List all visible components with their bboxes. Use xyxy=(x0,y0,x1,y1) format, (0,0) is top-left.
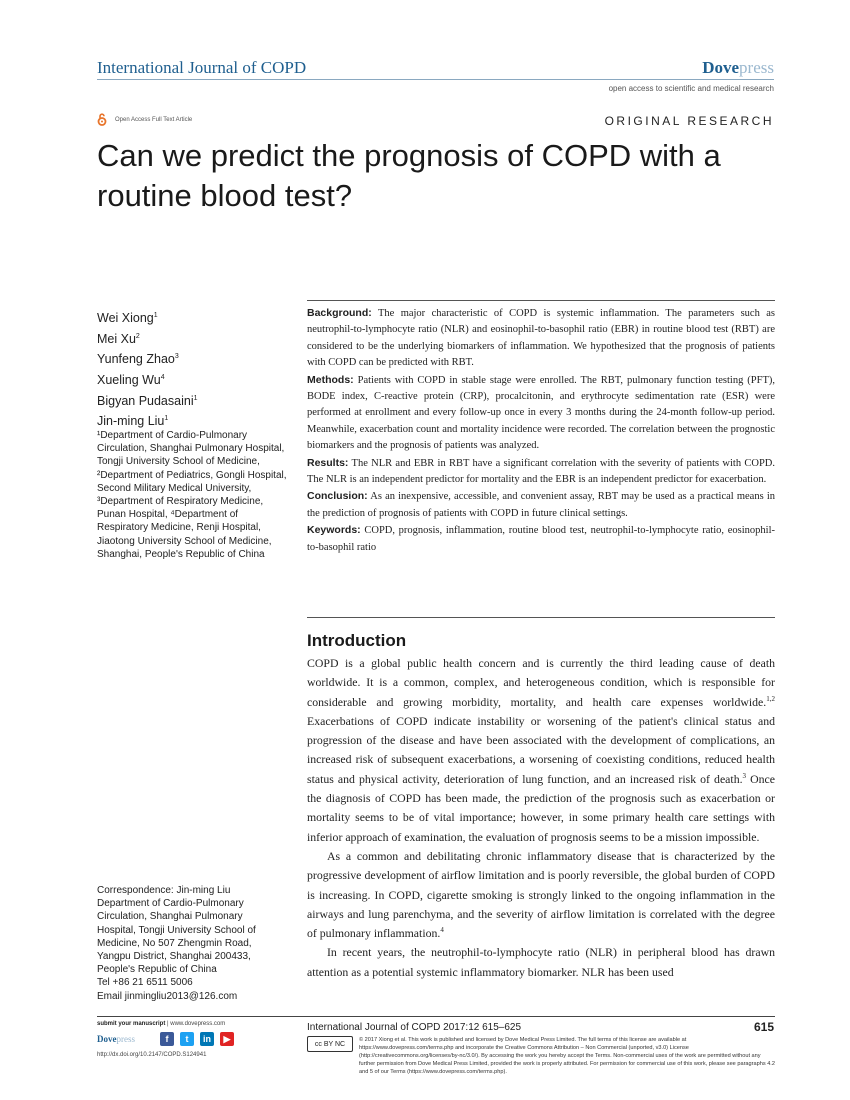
doi-link[interactable]: http://dx.doi.org/10.2147/COPD.S124941 xyxy=(97,1052,207,1058)
body-paragraph: COPD is a global public health concern and is currently the third leading cause of death worldwide. It is a common, complex, and heterogeneous condition, which is responsible for considerable and growing morbidity, mortality, and health care expenses worldwide.$^{1,2}$ Exacerbations of COPD indicate instability or worsening of the patient's clinical status and progression of the disease and have been associated with the development of complications, an increased risk of subsequent exacerbations, a worsening of coexisting conditions, reduced health status and physical activity, deterioration of lung function, and an increased risk of death.$^3$ Once the diagnosis of COPD has been made, the prediction of the prognosis such as exacerbation or mortality seems to be of vital importance; however, in some primary health care settings with inferior approach of examination, the evaluation of prognosis seems to be a mission impossible. xyxy=(307,656,775,844)
author-item: Wei Xiong$^1$ xyxy=(97,311,158,326)
body-paragraph: In recent years, the neutrophil-to-lymphocyte ratio (NLR) in peripheral blood has drawn attention as a potential systemic inflammatory biomarker. NLR has been used xyxy=(307,945,775,979)
affiliations: ¹Department of Cardio-Pulmonary Circulation, Shanghai Pulmonary Hospital, Tongji University School of Medicine, ²Department of Pediatrics, Gongli Hospital, Second Military Medical University, ³Department of Respiratory Medicine, Punan Hospital, ⁴Department of Respiratory Medicine, Renji Hospital, Jiaotong University School of Medicine, Shanghai, People's Republic of China xyxy=(97,430,287,560)
footer-publisher-logo[interactable]: Dovepress xyxy=(97,1034,135,1044)
license-block xyxy=(307,1036,775,1076)
author-item: Jin-ming Liu$^1$ xyxy=(97,414,169,429)
publisher-logo-bold: Dove xyxy=(702,58,740,77)
publisher-logo[interactable] xyxy=(702,58,774,78)
abstract xyxy=(307,305,775,556)
correspondence-line: Hospital, Tongji University School of xyxy=(97,924,256,936)
citation-ref[interactable]: 1,2 xyxy=(766,694,775,703)
page-number: 615 xyxy=(753,1020,774,1034)
creative-commons-badge[interactable]: cc BY NC xyxy=(307,1036,353,1052)
abstract-results: Results: The NLR and EBR in RBT have a significant correlation with the severity of patients with COPD. The NLR is an independent predictor for mortality and the EBR is an independent predictor for exacerbation. xyxy=(307,456,775,486)
citation-ref[interactable]: 3 xyxy=(742,771,747,780)
article-type: ORIGINAL RESEARCH xyxy=(604,114,774,128)
open-access-lock-icon xyxy=(97,113,107,126)
abstract-background: Background: The major characteristic of COPD is systemic inflammation. The parameters such as neutrophil-to-lymphocyte ratio (NLR) and eosinophil-to-basophil ratio (EBR) in routine blood test (RBT) are considered to be the underlying biomarkers of inflammation. We hypothesized that the prognosis of patients with COPD can be predicted with RBT. xyxy=(307,307,775,369)
correspondence-line: Yangpu District, Shanghai 200433, xyxy=(97,951,251,963)
correspondence-line: Tel +86 21 6511 5006 xyxy=(97,977,193,989)
correspondence-email[interactable]: Email jinmingliu2013@126.com xyxy=(97,990,238,1002)
author-item: Bigyan Pudasaini$^1$ xyxy=(97,393,198,408)
journal-citation: International Journal of COPD 2017:12 615–625 xyxy=(307,1022,522,1033)
correspondence-line: Circulation, Shanghai Pulmonary xyxy=(97,911,243,923)
abstract-bottom-rule xyxy=(307,617,775,618)
author-item: Yunfeng Zhao$^3$ xyxy=(97,352,179,367)
publisher-logo-light: press xyxy=(739,58,774,77)
correspondence-line: Correspondence: Jin-ming Liu xyxy=(97,885,231,896)
footer-rule xyxy=(97,1016,775,1017)
journal-name: International Journal of COPD xyxy=(97,58,307,77)
linkedin-icon[interactable]: in xyxy=(200,1032,214,1046)
open-access-label xyxy=(97,113,192,126)
author-item: Mei Xu$^2$ xyxy=(97,331,140,346)
license-text: © 2017 Xiong et al. This work is published and licensed by Dove Medical Press Limited. The full terms of this license are available at https://www.dovepress.com/terms.php and incorporate the Creative Commons Attribution – Non Commercial (unported, v3.0) License (http://creativecommons.org/licenses/by-nc/3.0/). By accessing the work you hereby accept the Terms. Non-commercial uses of the work are permitted without any further permission from Dove Medical Press Limited, provided the work is properly attributed. For permission for commercial use of this work, please see paragraphs 4.2 and 5 of our Terms (https://www.dovepress.com/terms.php). xyxy=(359,1037,775,1075)
correspondence-line: People's Republic of China xyxy=(97,964,217,976)
correspondence-line: Medicine, No 507 Zhengmin Road, xyxy=(97,937,252,949)
section-heading-introduction: Introduction xyxy=(307,631,407,650)
correspondence-line: Department of Cardio-Pulmonary xyxy=(97,898,244,910)
open-access-text: Open Access Full Text Article xyxy=(115,116,193,123)
header-rule xyxy=(97,79,774,80)
publisher-tagline: open access to scientific and medical research xyxy=(608,84,774,93)
facebook-icon[interactable]: f xyxy=(160,1032,174,1046)
social-links xyxy=(160,1032,234,1046)
citation-ref[interactable]: 4 xyxy=(440,926,444,935)
correspondence xyxy=(97,884,287,1003)
body-paragraph: As a common and debilitating chronic inflammatory disease that is characterized by the progressive development of airflow limitation and is poorly reversible, the global burden of COPD is increasing. In COPD, cigarette smoking is strongly linked to the ongoing inflammation in the airways and lung parenchyma, and the severity of airflow limitation is correlated with the degree of pulmonary inflammation.$^4$ xyxy=(307,848,775,941)
author-list xyxy=(97,307,287,431)
introduction-body xyxy=(307,654,775,982)
youtube-icon[interactable]: ▶ xyxy=(220,1032,234,1046)
submit-manuscript-link[interactable]: submit your manuscript | www.dovepress.com xyxy=(97,1021,226,1027)
abstract-conclusion: Conclusion: As an inexpensive, accessible, and convenient assay, RBT may be used as a practical means in the prediction of prognosis of patients with COPD in future clinical settings. xyxy=(307,490,775,519)
twitter-icon[interactable]: t xyxy=(180,1032,194,1046)
author-item: Xueling Wu$^4$ xyxy=(97,373,165,388)
abstract-methods: Methods: Patients with COPD in stable stage were enrolled. The RBT, pulmonary function testing (PFT), BODE index, C-reactive protein (CRP), procalcitonin, and erythrocyte sedimentation rate (ESR) were performed at enrollment and every follow-up once in every 3 months during the 24-month follow-up period. Meanwhile, exacerbation count and mortality incidence were recorded. The correlation between the prognostic biomarkers and the prognosis of patients was analyzed. xyxy=(307,373,775,452)
abstract-keywords: Keywords: COPD, prognosis, inflammation, routine blood test, neutrophil-to-lymphocyte ratio, eosinophil-to-basophil ratio xyxy=(307,524,775,553)
article-title: Can we predict the prognosis of COPD with a routine blood test? xyxy=(97,138,721,213)
abstract-top-rule xyxy=(307,300,775,301)
